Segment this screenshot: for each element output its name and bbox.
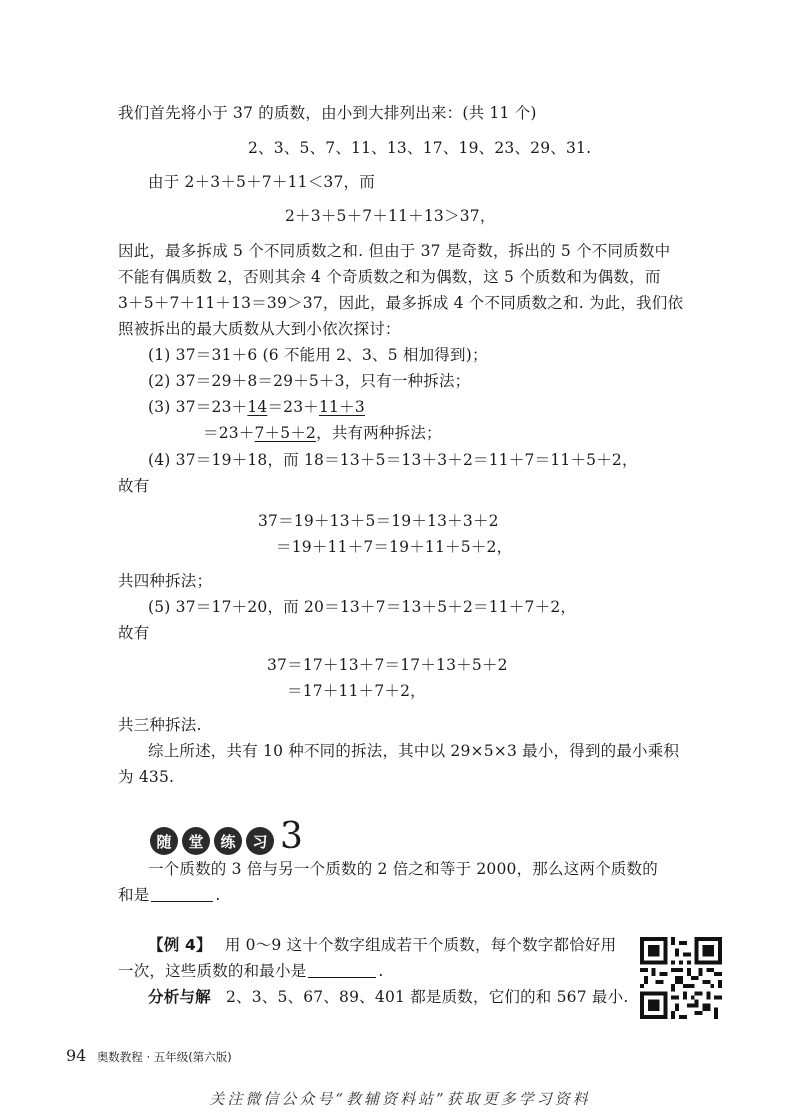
- case-3-part: ＝23＋: [203, 424, 255, 442]
- text-line: 为 435.: [118, 768, 175, 786]
- equation-line: 37＝19＋13＋5＝19＋13＋3＋2: [258, 512, 499, 530]
- practice-text: 一个质数的 3 倍与另一个质数的 2 倍之和等于 2000，那么这两个质数的: [148, 860, 658, 878]
- analysis-text: 2、3、5、67、89、401 都是质数，它们的和 567 最小.: [225, 988, 629, 1006]
- book-title: 奥数教程 · 五年级(第六版): [96, 1050, 232, 1064]
- case-4-line: (4) 37＝19＋18，而 18＝13＋5＝13＋3＋2＝11＋7＝11＋5＋2，: [148, 451, 638, 469]
- practice-badge-char: 随: [150, 827, 178, 855]
- practice-text-part: .: [215, 886, 221, 904]
- case-3-part: (3) 37＝23＋: [148, 398, 248, 416]
- text-line: 3＋5＋7＋11＋13＝39＞37，因此，最多拆成 4 个不同质数之和. 为此，我们依: [118, 294, 684, 312]
- case-5-line: (5) 37＝17＋20，而 20＝13＋7＝13＋5＋2＝11＋7＋2，: [148, 598, 577, 616]
- equation-line: ＝19＋11＋7＝19＋11＋5＋2，: [276, 538, 513, 556]
- underlined-term: 11＋3: [319, 398, 365, 416]
- text-line: 综上所述，共有 10 种不同的拆法，其中以 29×5×3 最小，得到的最小乘积: [148, 742, 680, 760]
- equation-line: 2＋3＋5＋7＋11＋13＞37，: [285, 207, 496, 225]
- case-3-continuation: [203, 422, 442, 444]
- prime-list: 2、3、5、7、11、13、17、19、23、29、31.: [248, 139, 592, 157]
- text-line: 照被拆出的最大质数从大到小依次探讨：: [118, 320, 401, 338]
- watermark-text: 关注微信公众号“教辅资料站”获取更多学习资料: [209, 1090, 591, 1108]
- text-line: 由于 2＋3＋5＋7＋11＜37，而: [148, 173, 375, 191]
- qr-code-icon: [640, 937, 722, 1019]
- text-line: 故有: [118, 624, 150, 642]
- case-3-line: [148, 396, 365, 418]
- example-text: 一次，这些质数的和最小是: [118, 962, 307, 980]
- practice-text-part: 和是: [118, 886, 150, 904]
- example-line: [148, 934, 616, 956]
- text-line: 共三种拆法.: [118, 716, 202, 734]
- text-line: 我们首先将小于 37 的质数，由小到大排列出来：(共 11 个): [118, 104, 537, 122]
- case-2-line: (2) 37＝29＋8＝29＋5＋3，只有一种拆法；: [148, 372, 471, 390]
- example-text: .: [378, 962, 384, 980]
- case-3-part: ＝23＋: [267, 398, 319, 416]
- case-3-part: ，共有两种拆法；: [316, 424, 442, 442]
- underlined-term: 7＋5＋2: [254, 424, 317, 442]
- text-line: 不能有偶质数 2，否则其余 4 个奇质数之和为偶数，这 5 个质数和为偶数，而: [118, 268, 661, 286]
- equation-line: 37＝17＋13＋7＝17＋13＋5＋2: [267, 656, 508, 674]
- answer-blank: [308, 961, 376, 978]
- page-footer: [66, 1046, 232, 1065]
- practice-badge-char: 练: [214, 827, 242, 855]
- text-line: 因此，最多拆成 5 个不同质数之和. 但由于 37 是奇数，拆出的 5 个不同质数中: [118, 242, 671, 260]
- practice-number: 3: [280, 816, 303, 857]
- practice-header: [150, 815, 303, 855]
- underlined-term: 14: [247, 398, 268, 416]
- practice-text-line2: [118, 884, 221, 906]
- example-text: 用 0～9 这十个数字组成若干个质数，每个数字都恰好用: [224, 936, 617, 954]
- answer-blank: [151, 885, 213, 902]
- practice-badge-char: 堂: [182, 827, 210, 855]
- page-number: 94: [66, 1046, 87, 1065]
- practice-badge-char: 习: [246, 827, 274, 855]
- example-label: 【例 4】: [148, 936, 212, 954]
- equation-line: ＝17＋11＋7＋2，: [287, 682, 426, 700]
- analysis-label: 分析与解: [148, 988, 211, 1006]
- text-line: 共四种拆法；: [118, 572, 213, 590]
- analysis-line: [148, 986, 628, 1008]
- case-1-line: (1) 37＝31＋6 (6 不能用 2、3、5 相加得到)；: [148, 346, 488, 364]
- example-line-2: [118, 960, 384, 982]
- text-line: 故有: [118, 477, 150, 495]
